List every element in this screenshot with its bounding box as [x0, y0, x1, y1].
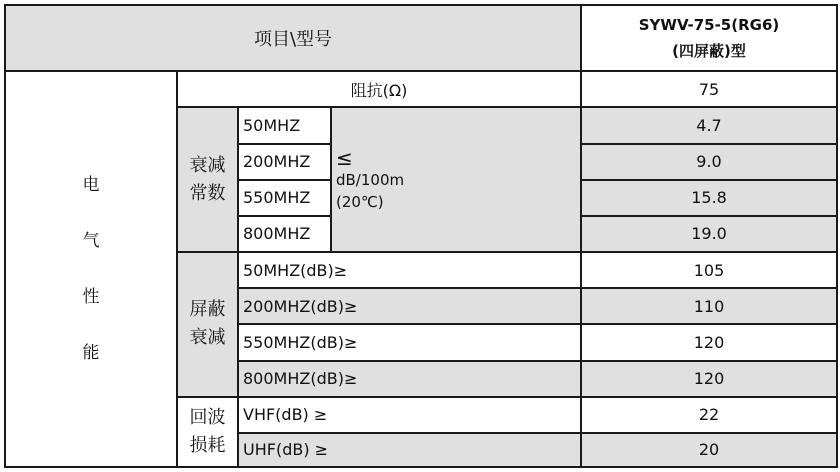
- shielding-group-label: 屏蔽 衰减: [177, 252, 238, 397]
- model-name: SYWV-75-5(RG6): [638, 16, 780, 35]
- attenuation-unit: ≤ dB/100m (20℃): [331, 107, 581, 252]
- header-item-model: 项目\型号: [5, 5, 581, 71]
- attenuation-freq: 200MHZ: [238, 144, 331, 180]
- header-row: [5, 5, 837, 71]
- attenuation-group-label: 衰减 常数: [177, 107, 238, 252]
- spec-table: [4, 4, 838, 468]
- shielding-label: 800MHZ(dB)≥: [238, 361, 581, 397]
- return-loss-value: 22: [581, 397, 837, 433]
- shielding-value: 120: [581, 361, 837, 397]
- return-loss-value: 20: [581, 433, 837, 467]
- category-char: 性: [82, 287, 100, 308]
- shielding-label: 550MHZ(dB)≥: [238, 324, 581, 360]
- shielding-label: 50MHZ(dB)≥: [238, 252, 581, 288]
- attenuation-value: 9.0: [581, 144, 837, 180]
- shielding-value: 110: [581, 288, 837, 324]
- header-model-cell: [581, 5, 837, 71]
- impedance-label: 阻抗(Ω): [177, 71, 581, 107]
- attenuation-freq: 550MHZ: [238, 180, 331, 216]
- attenuation-freq: 800MHZ: [238, 216, 331, 252]
- attenuation-value: 19.0: [581, 216, 837, 252]
- category-char: 气: [82, 231, 100, 252]
- attenuation-freq: 50MHZ: [238, 107, 331, 143]
- impedance-value: 75: [581, 71, 837, 107]
- attenuation-value: 4.7: [581, 107, 837, 143]
- category-cell: [5, 71, 177, 467]
- return-loss-group-label: 回波 损耗: [177, 397, 238, 467]
- return-loss-label: VHF(dB) ≥: [238, 397, 581, 433]
- shielding-value: 105: [581, 252, 837, 288]
- category-char: 能: [82, 343, 100, 364]
- shielding-value: 120: [581, 324, 837, 360]
- attenuation-value: 15.8: [581, 180, 837, 216]
- shielding-label: 200MHZ(dB)≥: [238, 288, 581, 324]
- category-char: 电: [82, 175, 100, 196]
- model-type: (四屏蔽)型: [672, 42, 746, 61]
- return-loss-label: UHF(dB) ≥: [238, 433, 581, 467]
- table-row: [5, 71, 837, 107]
